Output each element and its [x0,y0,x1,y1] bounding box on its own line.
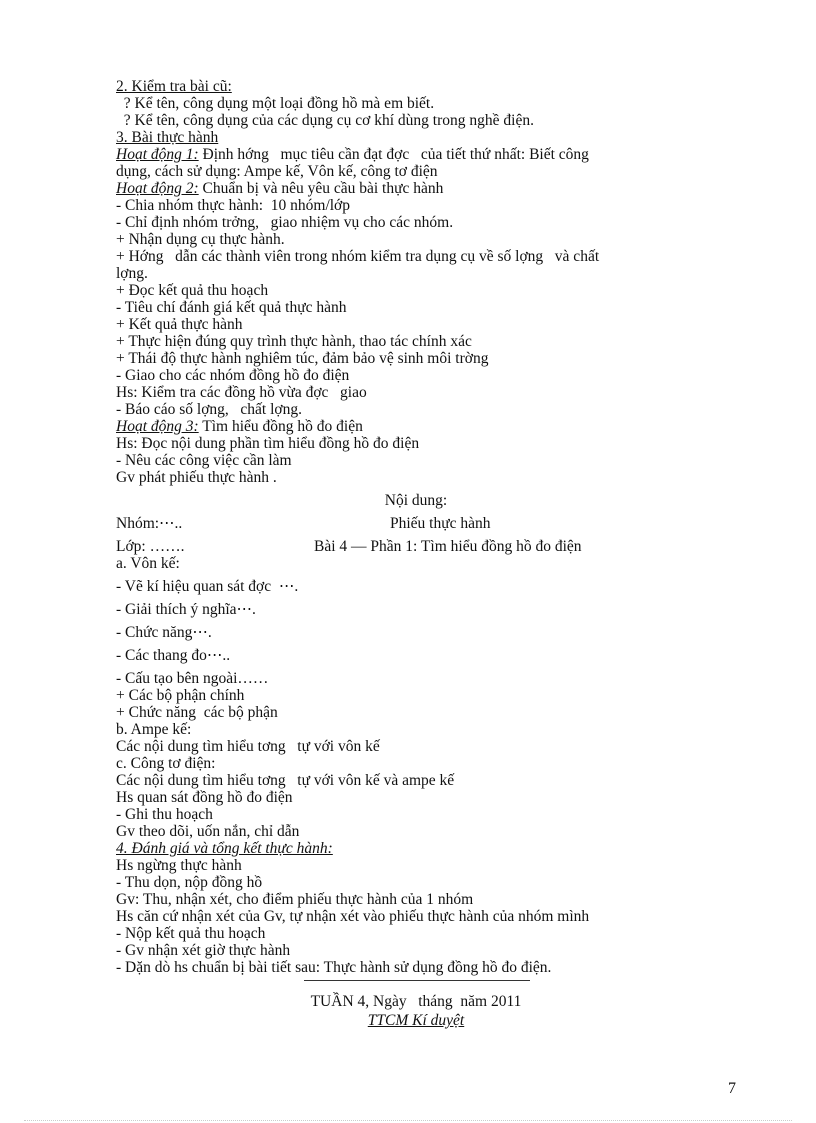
sheet-title: Phiếu thực hành [390,515,491,532]
text-line: + Hớng dẫn các thành viên trong nhóm kiểm tra dụng cụ về số lợng và chất [116,248,600,265]
text-line: lợng. [116,265,148,282]
text-line: - Chia nhóm thực hành: 10 nhóm/lớp [116,197,351,214]
evaluation-heading: 4. Đánh giá và tổng kết thực hành: [116,840,333,857]
text-line: Hs ngừng thực hành [116,857,242,874]
energy-meter-heading: c. Công tơ điện: [116,755,216,772]
divider [304,980,530,981]
activity-2-label: Hoạt động 2: [116,180,199,197]
text-line: + Đọc kết quả thu hoạch [116,282,269,299]
text-line: + Các bộ phận chính [116,687,245,704]
text-line: Gv theo dõi, uốn nắn, chỉ dẫn [116,823,300,840]
lesson-title: Bài 4 — Phần 1: Tìm hiểu đồng hồ đo điện [314,538,582,555]
ammeter-heading: b. Ampe kế: [116,721,192,738]
activity-3-label: Hoạt động 3: [116,418,199,435]
text-line: - Thu dọn, nộp đồng hồ [116,874,263,891]
text-line: - Giải thích ý nghĩa⋯. [116,601,256,618]
check-heading: 2. Kiểm tra bài cũ: [116,78,232,95]
practice-heading: 3. Bài thực hành [116,129,219,146]
content-title: Nội dung: [384,492,448,509]
activity-1-text: Định hớng mục tiêu cần đạt đợc của tiết thứ nhất: Biết công [198,146,589,163]
text-line: - Chỉ định nhóm trởng, giao nhiệm vụ cho các nhóm. [116,214,454,231]
text-line: - Nêu các công việc cần làm [116,452,292,469]
text-line: + Thái độ thực hành nghiêm túc, đảm bảo vệ sinh môi trờng [116,350,489,367]
sheet-header-row [116,515,716,532]
text-line: + Kết quả thực hành [116,316,243,333]
page-number: 7 [728,1080,736,1097]
activity-3 [116,418,716,435]
text-line: + Nhận dụng cụ thực hành. [116,231,285,248]
class-label: Lớp: ……. [116,538,185,555]
text-line: - Nộp kết quả thu hoạch [116,925,266,942]
text-line: Các nội dung tìm hiểu tơng tự với vôn kế [116,738,380,755]
document-body [116,78,716,1029]
text-line: Hs: Kiểm tra các đồng hồ vừa đợc giao [116,384,367,401]
text-line: Gv: Thu, nhận xét, cho điểm phiếu thực hành của 1 nhóm [116,891,474,908]
activity-1-label: Hoạt động 1: [116,146,199,163]
week-line: TUẦN 4, Ngày tháng năm 2011 [310,993,522,1010]
activity-2 [116,180,716,197]
approval-line: TTCM Kí duyệt [367,1012,465,1029]
question-1: ? Kể tên, công dụng một loại đồng hồ mà em biết. [116,95,435,112]
activity-3-text: Tìm hiểu đồng hồ đo điện [198,418,363,435]
text-line: - Ghi thu hoạch [116,806,213,823]
footer-divider [24,1120,792,1121]
voltmeter-heading: a. Vôn kế: [116,555,180,572]
text-line: - Vẽ kí hiệu quan sát đợc ⋯. [116,578,299,595]
text-line: - Các thang đo⋯.. [116,647,231,664]
text-line: Các nội dung tìm hiểu tơng tự với vôn kế và ampe kế [116,772,455,789]
text-line: Hs: Đọc nội dung phần tìm hiểu đồng hồ đo điện [116,435,420,452]
group-label: Nhóm:⋯.. [116,515,183,532]
activity-1 [116,146,716,163]
text-line: - Chức năng⋯. [116,624,212,641]
text-line: + Thực hiện đúng quy trình thực hành, thao tác chính xác [116,333,472,350]
lesson-row [116,538,716,555]
text-line: - Giao cho các nhóm đồng hồ đo điện [116,367,350,384]
activity-1-cont: dụng, cách sử dụng: Ampe kế, Vôn kế, công tơ điện [116,163,438,180]
text-line: - Tiêu chí đánh giá kết quả thực hành [116,299,347,316]
text-line: - Dặn dò hs chuẩn bị bài tiết sau: Thực hành sử dụng đồng hồ đo điện. [116,959,552,976]
text-line: + Chức năng các bộ phận [116,704,278,721]
text-line: Gv phát phiếu thực hành . [116,469,277,486]
activity-2-text: Chuẩn bị và nêu yêu cầu bài thực hành [198,180,444,197]
text-line: Hs quan sát đồng hồ đo điện [116,789,293,806]
text-line: - Cấu tạo bên ngoài…… [116,670,269,687]
text-line: Hs căn cứ nhận xét của Gv, tự nhận xét vào phiếu thực hành của nhóm mình [116,908,590,925]
text-line: - Báo cáo số lợng, chất lợng. [116,401,302,418]
text-line: - Gv nhận xét giờ thực hành [116,942,291,959]
question-2: ? Kể tên, công dụng của các dụng cụ cơ khí dùng trong nghề điện. [116,112,534,129]
